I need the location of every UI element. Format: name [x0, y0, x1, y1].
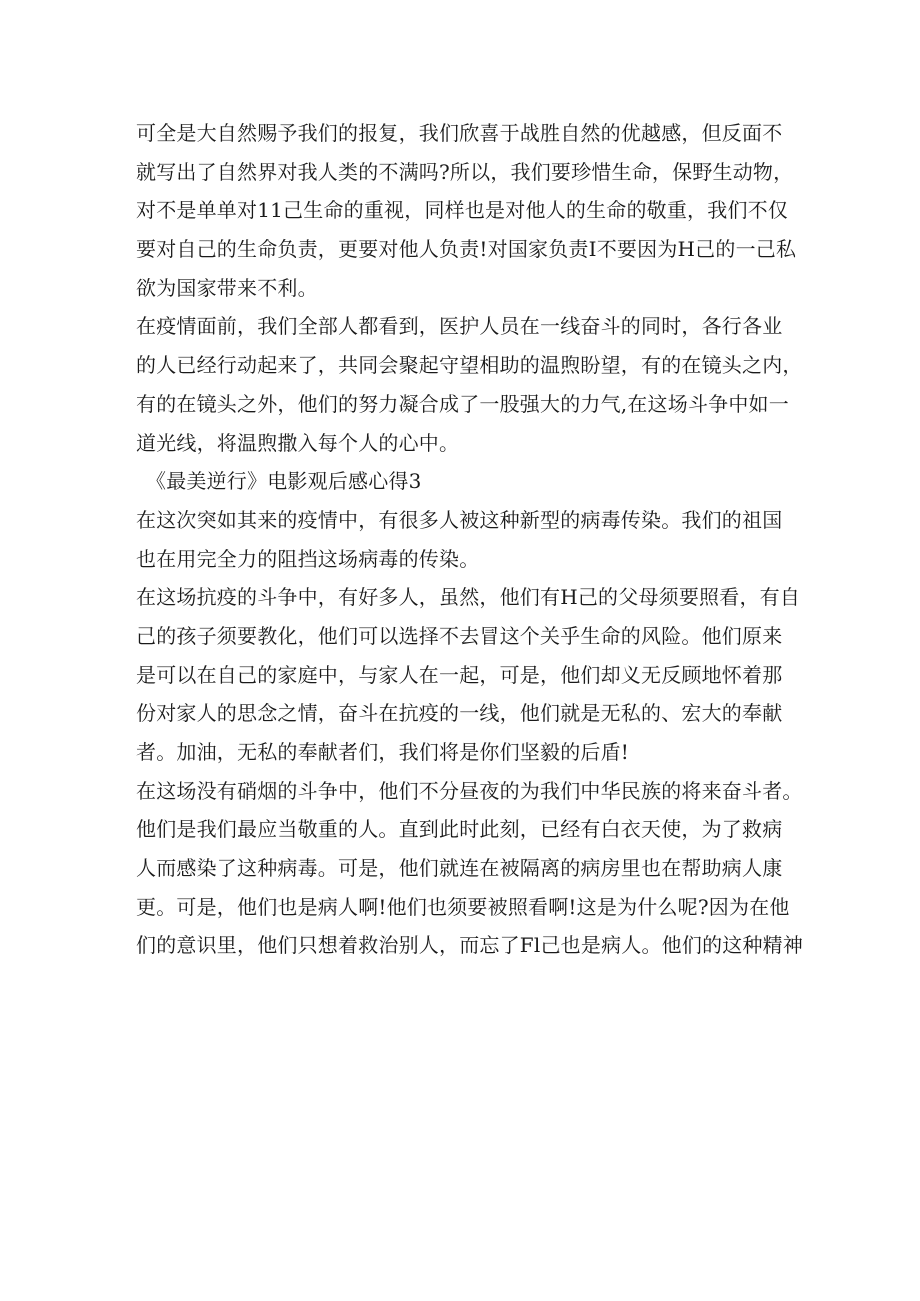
document-body [136, 114, 804, 965]
text-line: 在这场没有硝烟的斗争中，他们不分昼夜的为我们中华民族的将来奋斗者。 [136, 778, 803, 803]
text-line: 就写出了自然界对我人类的不满吗?所以，我们要珍惜生命，保野生动物， [136, 159, 794, 184]
text-line: 己的孩子须要教化，他们可以选择不去冒这个关乎生命的风险。他们原来 [136, 623, 783, 648]
text-line: 他们是我们最应当敬重的人。直到此时此刻，已经有白衣天使，为了救病 [136, 817, 783, 842]
text-line: 对不是单单对11己生命的重视，同样也是对他人的生命的敬重，我们不仅 [136, 198, 789, 223]
text-line: 人而感染了这种病毒。可是，他们就连在被隔离的病房里也在帮助病人康 [136, 856, 783, 881]
text-line: 也在用完全力的阻挡这场病毒的传染。 [136, 546, 480, 571]
text-line: 更。可是，他们也是病人啊!他们也须要被照看啊!这是为什么呢?因为在他 [136, 894, 790, 919]
text-line: 可全是大自然赐予我们的报复，我们欣喜于战胜自然的优越感，但反面不 [136, 121, 783, 145]
text-line: 在这场抗疫的斗争中，有好多人，虽然，他们有H己的父母须要照看，有自 [136, 585, 801, 610]
section-heading: 《最美逆行》电影观后感心得3 [146, 469, 422, 494]
text-line: 是可以在自己的家庭中，与家人在一起，可是，他们却义无反顾地怀着那 [136, 662, 783, 687]
text-line: 要对自己的生命负责，更要对他人负责!对国家负责I不要因为H己的一己私 [136, 237, 797, 262]
text-line: 的人已经行动起来了，共同会聚起守望相助的温煦盼望，有的在镜头之内， [136, 353, 803, 378]
text-line: 道光线，将温煦撒入每个人的心中。 [136, 430, 460, 455]
text-line: 有的在镜头之外，他们的努力凝合成了一股强大的力气,在这场斗争中如一 [136, 391, 789, 416]
text-line: 份对家人的思念之情，奋斗在抗疫的一线，他们就是无私的、宏大的奉献 [136, 701, 783, 726]
text-line: 欲为国家带来不利。 [136, 275, 318, 300]
text-line: 在这次突如其来的疫情中，有很多人被这种新型的病毒传染。我们的祖国 [136, 507, 783, 532]
text-line: 在疫情面前，我们全部人都看到，医护人员在一线奋斗的同时，各行各业 [136, 314, 783, 339]
text-line: 们的意识里，他们只想着救治别人，而忘了Fl己也是病人。他们的这种精神 [136, 933, 804, 958]
text-line: 者。加油，无私的奉献者们，我们将是你们坚毅的后盾! [136, 740, 630, 764]
